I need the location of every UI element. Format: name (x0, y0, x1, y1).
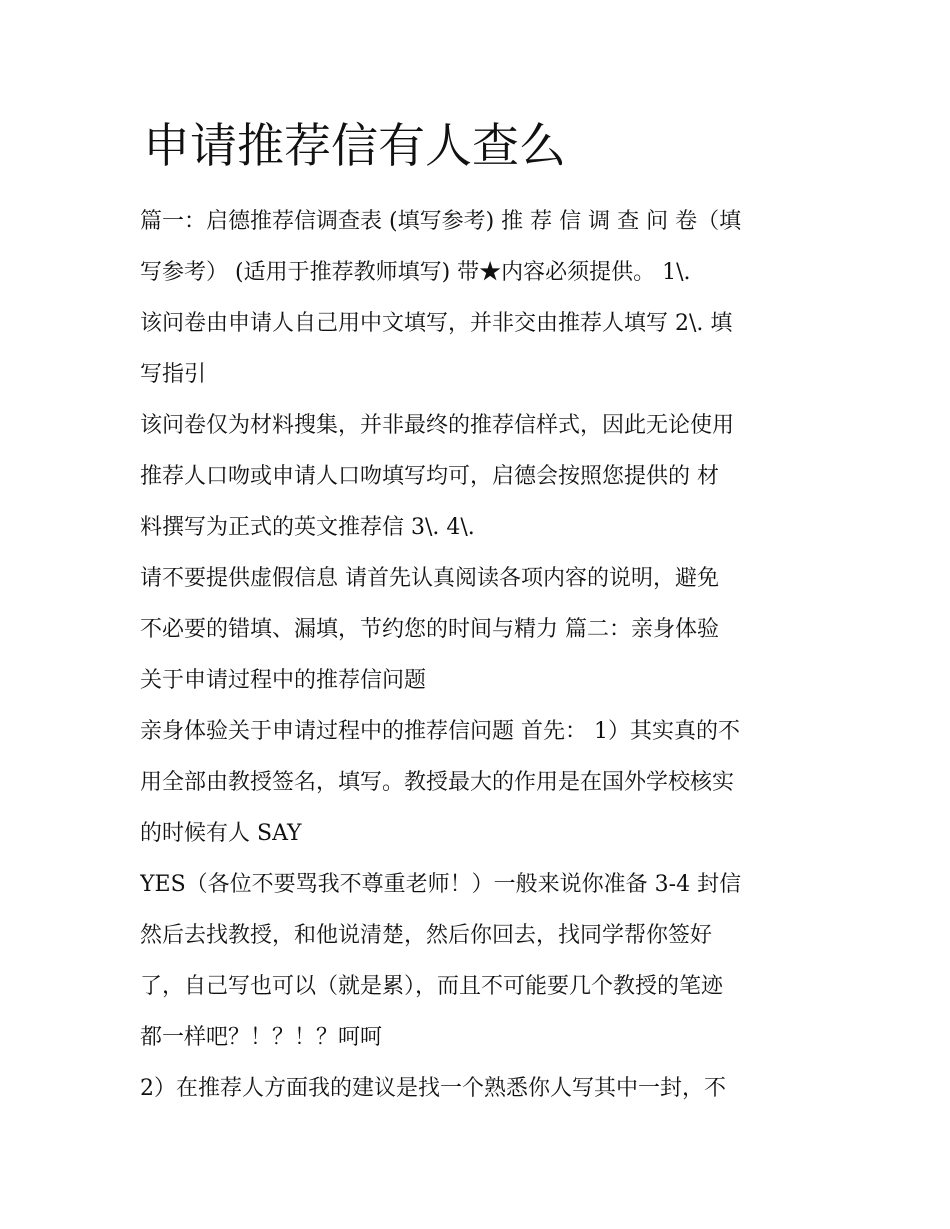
text-line: YES（各位不要骂我不尊重老师！）一般来说你准备 3-4 封信 (140, 872, 742, 897)
text-line: 料撰写为正式的英文推荐信 3\. 4\. (140, 515, 475, 540)
text-line: 写参考） (适用于推荐教师填写) 带★内容必须提供。 1\. (140, 260, 691, 285)
text-line: 关于申请过程中的推荐信问题 (140, 668, 427, 693)
text-line: 写指引 (140, 362, 207, 387)
page-title: 申请推荐信有人查么 (143, 119, 566, 174)
text-line: 该问卷由申请人自己用中文填写，并非交由推荐人填写 2\. 填 (140, 311, 733, 336)
text-line: 2）在推荐人方面我的建议是找一个熟悉你人写其中一封，不 (140, 1076, 726, 1101)
text-line: 的时候有人 SAY (140, 821, 302, 846)
text-line: 篇一：启德推荐信调查表 (填写参考) 推 荐 信 调 查 问 卷（填 (140, 209, 742, 234)
text-line: 亲身体验关于申请过程中的推荐信问题 首先： 1）其实真的不 (140, 719, 740, 744)
text-line: 然后去找教授，和他说清楚，然后你回去，找同学帮你签好 (140, 923, 713, 948)
text-line: 不必要的错填、漏填，节约您的时间与精力 篇二：亲身体验 (140, 617, 719, 642)
text-line: 该问卷仅为材料搜集，并非最终的推荐信样式，因此无论使用 (140, 413, 735, 438)
text-line: 了，自己写也可以（就是累），而且不可能要几个教授的笔迹 (140, 974, 724, 999)
text-line: 都一样吧？！？！？呵呵 (140, 1025, 383, 1050)
text-line: 请不要提供虚假信息 请首先认真阅读各项内容的说明，避免 (140, 566, 719, 591)
text-line: 推荐人口吻或申请人口吻填写均可，启德会按照您提供的 材 (140, 464, 719, 489)
document-body (140, 196, 820, 1114)
text-line: 用全部由教授签名，填写。教授最大的作用是在国外学校核实 (140, 770, 735, 795)
